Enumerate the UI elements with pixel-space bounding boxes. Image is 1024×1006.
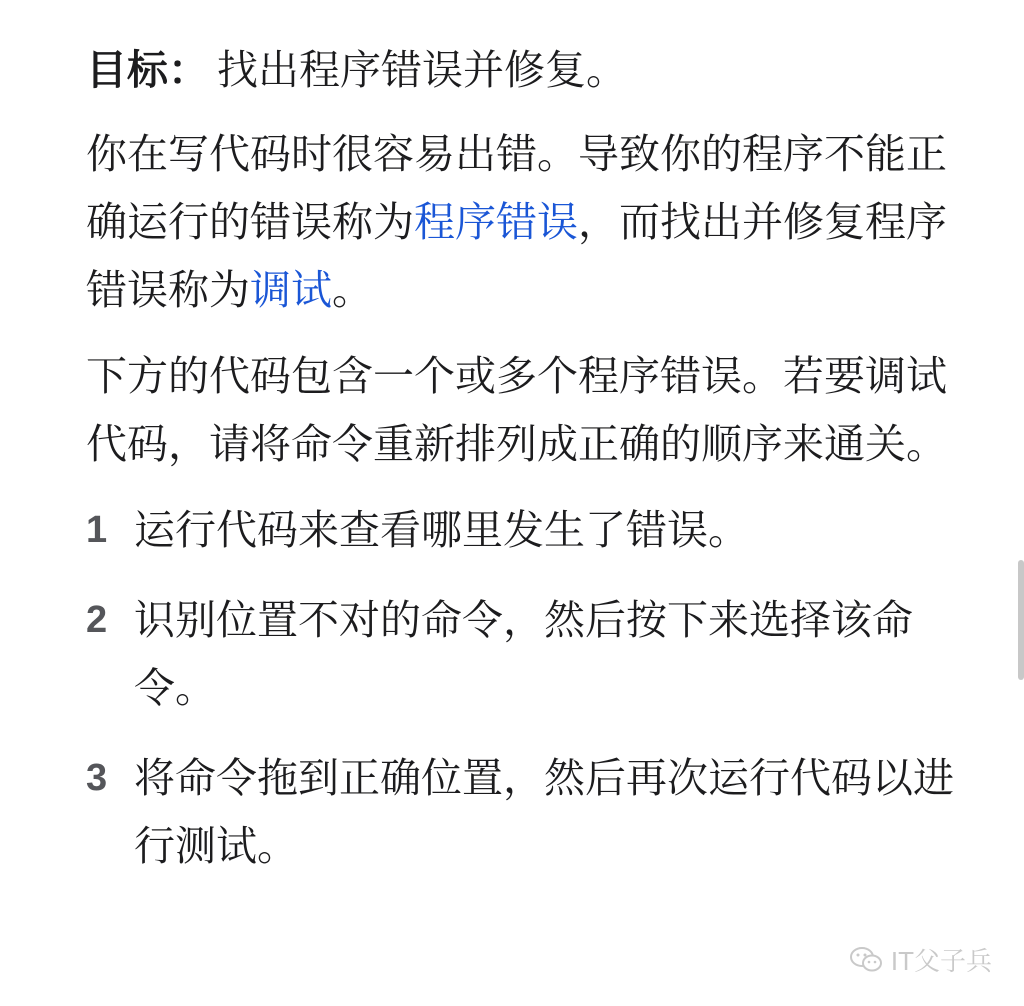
instruction-paragraph: 下方的代码包含一个或多个程序错误。若要调试代码，请将命令重新排列成正确的顺序来通关。 <box>86 352 947 468</box>
goal-line <box>86 40 981 100</box>
watermark <box>849 941 992 978</box>
list-item <box>86 586 981 722</box>
step-number: 2 <box>86 599 108 641</box>
intro-text-3: 。 <box>332 266 373 314</box>
watermark-text: IT父子兵 <box>890 946 992 976</box>
step-text: 将命令拖到正确位置，然后再次运行代码以进行测试。 <box>134 754 954 870</box>
intro-paragraph <box>86 120 981 324</box>
step-text: 识别位置不对的命令，然后按下来选择该命令。 <box>134 596 913 712</box>
step-number: 3 <box>86 757 108 799</box>
goal-text: 找出程序错误并修复。 <box>217 46 627 94</box>
steps-list <box>86 496 981 880</box>
bug-definition-link[interactable]: 程序错误 <box>414 198 578 246</box>
intro-text-1: 你在写代码时很容易出错。导致你的程序不能正确运行的错误称为 <box>86 130 947 246</box>
goal-label: 目标： <box>86 46 209 94</box>
list-item <box>86 744 981 880</box>
scrollbar[interactable] <box>1018 560 1024 680</box>
wechat-icon <box>849 946 883 974</box>
debugging-definition-link[interactable]: 调试 <box>250 266 332 314</box>
lesson-content <box>86 40 981 902</box>
step-number: 1 <box>86 509 108 551</box>
intro-text-2: ，而找出并修复程序错误称为 <box>86 198 947 314</box>
step-text: 运行代码来查看哪里发生了错误。 <box>134 506 749 554</box>
list-item <box>86 496 981 564</box>
